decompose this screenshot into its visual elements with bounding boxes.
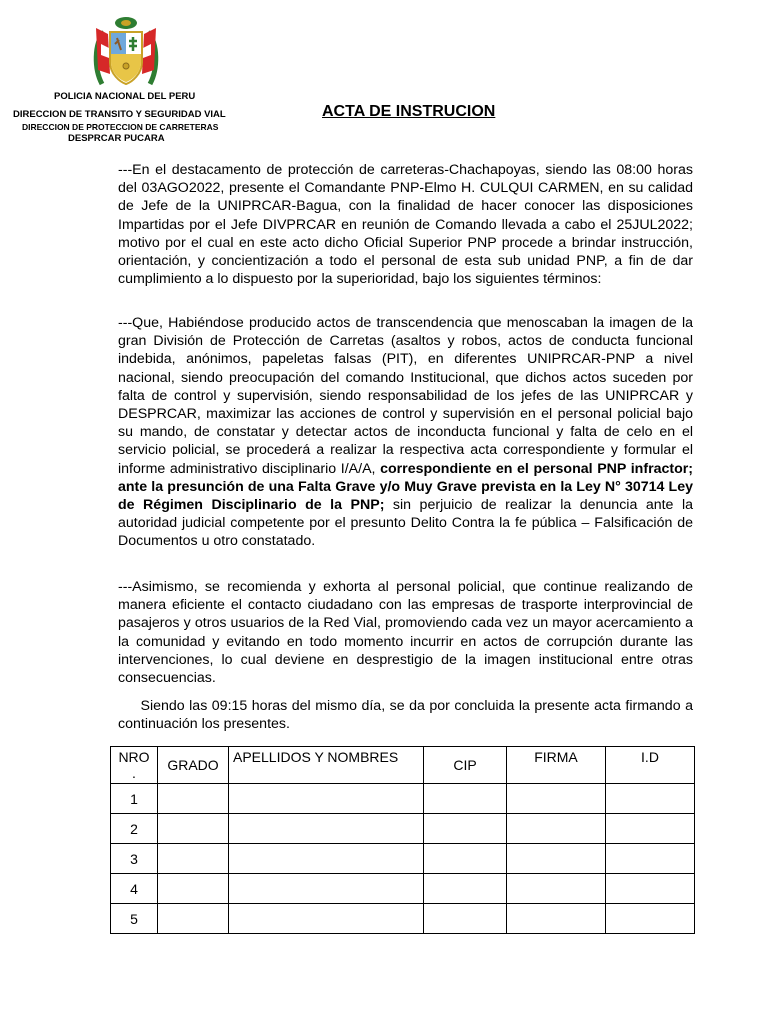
cip-cell[interactable] [424,904,507,934]
grado-cell[interactable] [158,874,229,904]
grado-cell[interactable] [158,844,229,874]
cip-cell[interactable] [424,784,507,814]
apellidos-cell[interactable] [229,784,424,814]
paragraph-recommendation: ---Asimismo, se recomienda y exhorta al personal policial, que continue realizando de manera eficiente el contacto ciudadano con las empresas de trasporte interprovincial de pasajeros y otros usuarios de la Red Vial, promoviendo cada vez un mayor acercamiento a la comunidad y evitando en todo momento incurrir en actos de corrupción durante las intervenciones, lo cual deviene en desprestigio de la imagen institucional entre otras consecuencias. [118,579,693,687]
paragraph-terms-start: ---Que, Habiéndose producido actos de transcendencia que menoscaban la imagen de la gran División de Protección de Carretas (asaltos y robos, actos de conducta funcional indebida, anónimos, papeletas falsas (PIT), en diferentes UNIPRCAR-PNP a nivel nacional, siendo preocupación del comando Institucional, que dichos actos suceden por falta de control y supervisión, siendo responsabilidad de los jefes de las UNIPRCAR y DESPRCAR, maximizar las acciones de control y supervisión en el personal policial bajo su mando, de constatar y detectar actos de inconducta funcional y falta de celo en el servicio policial, se procederá a realizar la respectiva acta correspondiente y formular el informe administrativo disciplinario I/A/A, [118,315,693,477]
cip-cell[interactable] [424,844,507,874]
apellidos-cell[interactable] [229,904,424,934]
firma-cell[interactable] [507,874,606,904]
header-firma: FIRMA [507,747,606,784]
id-cell[interactable] [606,844,695,874]
apellidos-cell[interactable] [229,814,424,844]
table-row [111,874,695,904]
table-row [111,814,695,844]
grado-cell[interactable] [158,814,229,844]
unit-name: DESPRCAR PUCARA [68,133,165,144]
paragraph-terms [118,314,693,551]
paragraph-intro: ---En el destacamento de protección de carreteras-Chachapoyas, siendo las 08:00 horas del 03AGO2022, presente el Comandante PNP-Elmo H. CULQUI CARMEN, en su calidad de Jefe de la UNIPRCAR-Bagua, con la finalidad de hacer conocer las disposiciones Impartidas por el Jefe DIVPRCAR en reunión de Comando llevada a cabo el 25JUL2022; motivo por el cual en este acto dicho Oficial Superior PNP procede a brindar instrucción, orientación, y concientización a todo el personal de esta sub unidad PNP, a fin de dar cumplimiento a lo dispuesto por la superioridad, bajo los siguientes términos: [118,162,693,288]
header-grado: GRADO [158,747,229,784]
firma-cell[interactable] [507,904,606,934]
row-number: 3 [111,844,158,874]
grado-cell[interactable] [158,904,229,934]
header-cip: CIP [424,747,507,784]
peru-coat-of-arms-icon [92,14,160,90]
table-row [111,784,695,814]
header-apellidos: APELLIDOS Y NOMBRES [229,747,424,784]
firma-cell[interactable] [507,814,606,844]
organization-name: POLICIA NACIONAL DEL PERU [54,91,196,102]
apellidos-cell[interactable] [229,844,424,874]
sub-direction-name: DIRECCION DE PROTECCION DE CARRETERAS [22,122,219,132]
grado-cell[interactable] [158,784,229,814]
table-row [111,844,695,874]
firma-cell[interactable] [507,844,606,874]
cip-cell[interactable] [424,874,507,904]
row-number: 4 [111,874,158,904]
row-number: 2 [111,814,158,844]
row-number: 1 [111,784,158,814]
paragraph-closing: Siendo las 09:15 horas del mismo día, se da por concluida la presente acta firmando a continuación los presentes. [118,698,697,733]
signature-table [110,746,695,934]
id-cell[interactable] [606,814,695,844]
id-cell[interactable] [606,874,695,904]
cip-cell[interactable] [424,814,507,844]
row-number: 5 [111,904,158,934]
table-header-row [111,747,695,784]
document-title: ACTA DE INSTRUCION [322,103,496,120]
paragraph-terms-bold: correspondiente en el personal PNP infractor; ante la presunción de una Falta Grave y/o Muy Grave prevista en la Ley N° 30714 Ley de Régimen Disciplinario de la PNP; [118,460,694,514]
header-nro: NRO . [111,747,158,784]
paragraph-terms-end: sin perjuicio de realizar la denuncia ante la autoridad judicial competente por el presunto Delito Contra la fe pública – Falsificación de Documentos u otro constatado. [118,497,693,550]
id-cell[interactable] [606,784,695,814]
table-row [111,904,695,934]
apellidos-cell[interactable] [229,874,424,904]
direction-name: DIRECCION DE TRANSITO Y SEGURIDAD VIAL [13,109,226,120]
header-id: I.D [606,747,695,784]
firma-cell[interactable] [507,784,606,814]
id-cell[interactable] [606,904,695,934]
